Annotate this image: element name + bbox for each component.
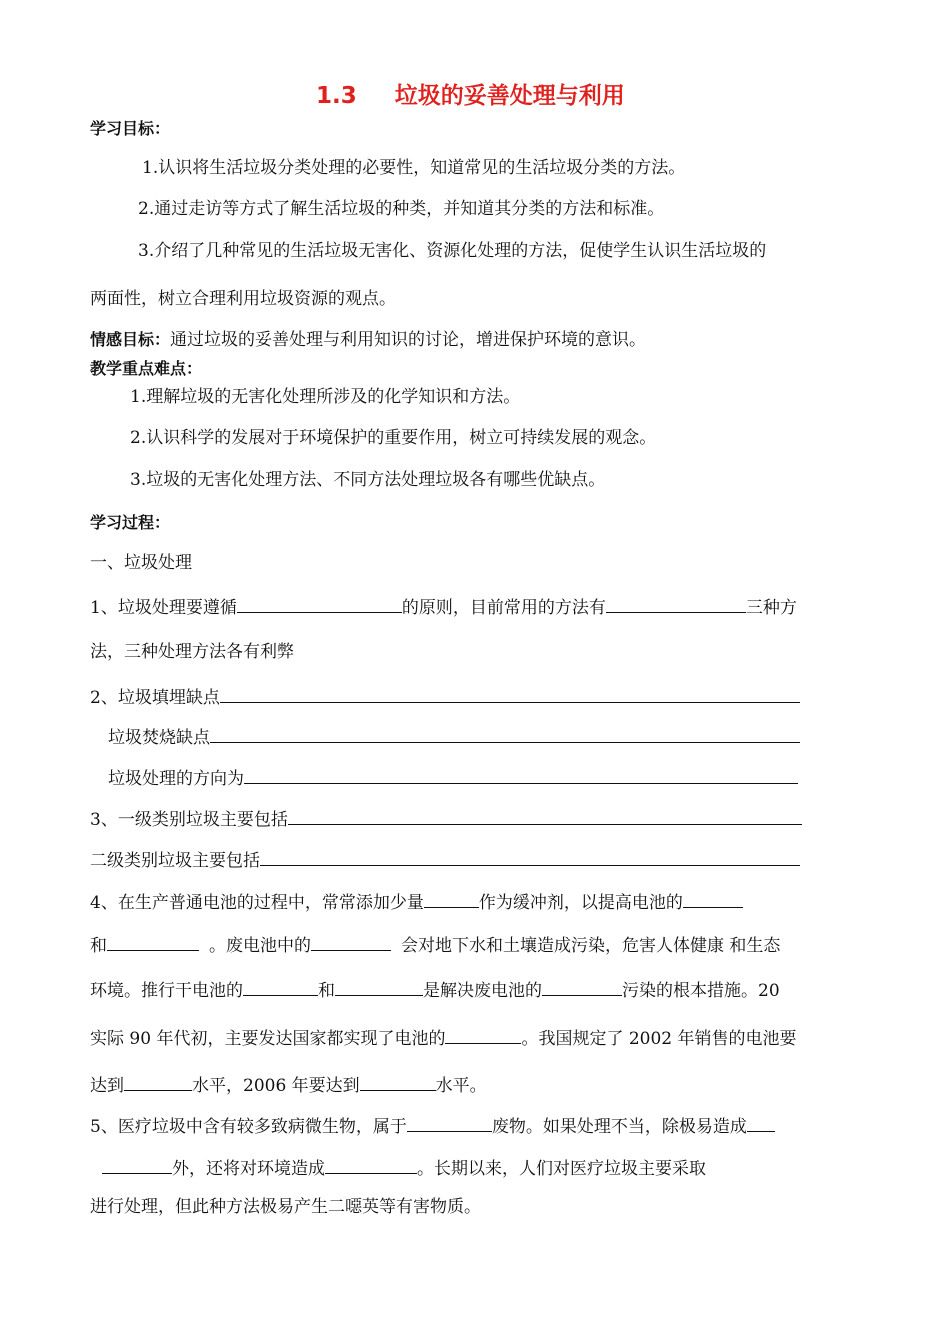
blank[interactable]	[424, 890, 479, 908]
title-text: 垃圾的妥善处理与利用	[394, 83, 625, 109]
question-4: 4、在生产普通电池的过程中，常常添加少量 作为缓冲剂，以提高电池的	[90, 890, 743, 914]
emotion-goal-heading: 情感目标：	[90, 330, 171, 349]
blank[interactable]	[360, 1073, 436, 1091]
blank[interactable]	[747, 1114, 775, 1132]
question-4-line-2: 和 。废电池中的 会对地下水和土壤造成污染，危害人体健康 和生态	[90, 933, 780, 957]
emotion-goal	[90, 329, 646, 351]
question-4-line-5: 达到 水平，2006 年要达到 水平。	[90, 1073, 487, 1097]
key-points-heading: 教学重点难点：	[90, 359, 203, 378]
question-3: 3、一级类别垃圾主要包括	[90, 807, 802, 831]
blank[interactable]	[210, 725, 800, 743]
blank[interactable]	[445, 1026, 521, 1044]
blank[interactable]	[325, 1156, 417, 1174]
section-1-heading: 一、垃圾处理	[90, 553, 192, 573]
blank[interactable]	[683, 890, 743, 908]
question-1: 1、垃圾处理要遵循 的原则，目前常用的方法有 三种方	[90, 595, 797, 619]
blank[interactable]	[407, 1114, 492, 1132]
blank[interactable]	[335, 978, 423, 996]
key-point-1: 1.理解垃圾的无害化处理所涉及的化学知识和方法。	[130, 387, 521, 407]
blank[interactable]	[237, 595, 402, 613]
question-3-second: 二级类别垃圾主要包括	[90, 848, 800, 872]
question-5-line-2: 外，还将对环境造成 。长期以来，人们对医疗垃圾主要采取	[102, 1156, 706, 1180]
study-goal-1: 1.认识将生活垃圾分类处理的必要性，知道常见的生活垃圾分类的方法。	[142, 158, 686, 178]
study-goals-heading: 学习目标：	[90, 119, 171, 138]
blank[interactable]	[260, 848, 800, 866]
blank[interactable]	[220, 685, 800, 703]
question-2-burn: 垃圾焚烧缺点	[108, 725, 800, 749]
question-2-direction: 垃圾处理的方向为	[108, 766, 798, 790]
emotion-goal-text: 通过垃圾的妥善处理与利用知识的讨论，增进保护环境的意识。	[170, 330, 647, 350]
process-heading: 学习过程：	[90, 513, 171, 532]
study-goal-2: 2.通过走访等方式了解生活垃圾的种类，并知道其分类的方法和标准。	[138, 199, 665, 219]
blank[interactable]	[107, 933, 199, 951]
page-title	[316, 85, 625, 107]
blank[interactable]	[542, 978, 622, 996]
question-5: 5、医疗垃圾中含有较多致病微生物，属于 废物。如果处理不当，除极易造成	[90, 1114, 775, 1138]
question-4-line-4: 实际 90 年代初，主要发达国家都实现了电池的 。我国规定了 2002 年销售的电池要	[90, 1026, 797, 1050]
blank[interactable]	[244, 766, 798, 784]
blank[interactable]	[606, 595, 746, 613]
question-4-line-3: 环境。推行干电池的 和 是解决废电池的 污染的根本措施。20	[90, 978, 780, 1002]
blank[interactable]	[124, 1073, 192, 1091]
blank[interactable]	[311, 933, 391, 951]
section-number: 1.3	[316, 83, 357, 109]
blank[interactable]	[243, 978, 318, 996]
blank[interactable]	[288, 807, 802, 825]
study-goal-3-cont: 两面性，树立合理利用垃圾资源的观点。	[90, 289, 396, 309]
key-point-3: 3.垃圾的无害化处理方法、不同方法处理垃圾各有哪些优缺点。	[130, 470, 606, 490]
question-5-line-3: 进行处理，但此种方法极易产生二噁英等有害物质。	[90, 1197, 481, 1217]
blank[interactable]	[102, 1156, 172, 1174]
question-1-cont: 法，三种处理方法各有利弊	[90, 642, 294, 662]
study-goal-3: 3.介绍了几种常见的生活垃圾无害化、资源化处理的方法，促使学生认识生活垃圾的	[138, 241, 767, 261]
question-2: 2、垃圾填埋缺点	[90, 685, 800, 709]
key-point-2: 2.认识科学的发展对于环境保护的重要作用，树立可持续发展的观念。	[130, 428, 657, 448]
